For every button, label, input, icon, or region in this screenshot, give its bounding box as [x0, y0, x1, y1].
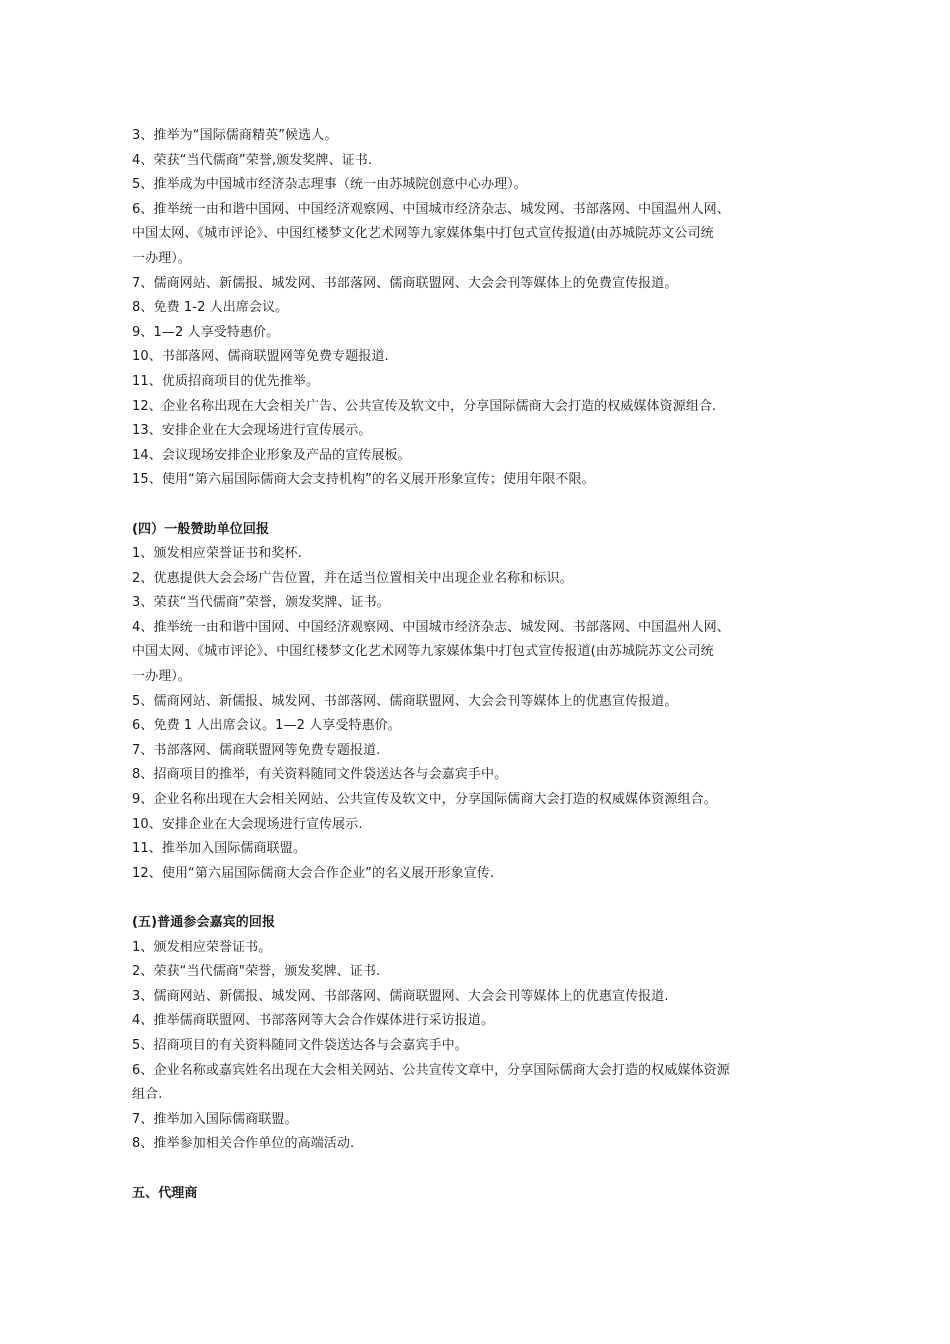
list-item: 9、企业名称出现在大会相关网站、公共宣传及软文中，分享国际儒商大会打造的权威媒体资源组合。 [132, 792, 717, 808]
list-item: 7、书部落网、儒商联盟网等免费专题报道. [132, 742, 381, 758]
list-item: 10、安排企业在大会现场进行宣传展示. [132, 816, 363, 832]
list-item: 6、企业名称或嘉宾姓名出现在大会相关网站、公共宣传文章中，分享国际儒商大会打造的权威媒体资源 [132, 1062, 730, 1078]
section-heading: (四）一般赞助单位回报 [132, 521, 270, 537]
list-item: 4、推举儒商联盟网、书部落网等大会合作媒体进行采访报道。 [132, 1013, 495, 1029]
list-item: 9、1—2 人享受特惠价。 [132, 324, 280, 340]
list-item: 1、颁发相应荣誉证书。 [132, 939, 272, 955]
list-item: 3、儒商网站、新儒报、城发网、书部落网、儒商联盟网、大会会刊等媒体上的优惠宣传报道. [132, 988, 669, 1004]
list-item: 1、颁发相应荣誉证书和奖杯. [132, 546, 302, 562]
list-item: 7、推举加入国际儒商联盟。 [132, 1111, 298, 1127]
list-item: 11、优质招商项目的优先推举。 [132, 373, 320, 389]
list-item: 10、书部落网、儒商联盟网等免费专题报道. [132, 349, 389, 365]
list-item: 15、使用“第六届国际儒商大会支持机构”的名义展开形象宣传；使用年限不限。 [132, 472, 595, 488]
list-item: 12、使用“第六届国际儒商大会合作企业”的名义展开形象宣传. [132, 865, 495, 881]
paragraph-gap [132, 886, 812, 911]
section-heading: (五)普通参会嘉宾的回报 [132, 915, 276, 930]
list-item: 13、安排企业在大会现场进行宣传展示。 [132, 423, 372, 439]
list-item: 5、招商项目的有关资料随同文件袋送达各与会嘉宾手中。 [132, 1037, 468, 1053]
section-b [132, 518, 812, 887]
list-item: 一办理）。 [132, 250, 192, 266]
list-item: 7、儒商网站、新儒报、城发网、书部落网、儒商联盟网、大会会刊等媒体上的免费宣传报道。 [132, 275, 678, 291]
list-item: 3、荣获“当代儒商”荣誉，颁发奖牌、证书。 [132, 595, 390, 611]
list-item: 5、推举成为中国城市经济杂志理事（统一由苏城院创意中心办理）。 [132, 177, 527, 193]
list-item: 一办理）。 [132, 669, 192, 685]
list-item: 中国太网、《城市评论》、中国红楼梦文化艺术网等九家媒体集中打包式宣传报道(由苏城院苏文公司统 [132, 226, 714, 242]
list-item: 8、招商项目的推举，有关资料随同文件袋送达各与会嘉宾手中。 [132, 767, 508, 783]
list-item: 5、儒商网站、新儒报、城发网、书部落网、儒商联盟网、大会会刊等媒体上的优惠宣传报道。 [132, 693, 678, 709]
list-item: 4、推举统一由和谐中国网、中国经济观察网、中国城市经济杂志、城发网、书部落网、中国温州人网、 [132, 619, 730, 635]
list-item: 2、优惠提供大会会场广告位置，并在适当位置相关中出现企业名称和标识。 [132, 570, 573, 586]
section-a [132, 124, 812, 493]
list-item: 4、荣获“当代儒商”荣誉,颁发奖牌、证书. [132, 152, 373, 168]
paragraph-gap [132, 493, 812, 518]
list-item: 中国太网、《城市评论》、中国红楼梦文化艺术网等九家媒体集中打包式宣传报道(由苏城院苏文公司统 [132, 644, 714, 660]
list-item: 3、推举为“国际儒商精英”候选人。 [132, 128, 338, 143]
section-c [132, 911, 812, 1157]
section-d [132, 1182, 812, 1207]
section-heading: 五、代理商 [132, 1185, 198, 1201]
list-item: 8、免费 1-2 人出席会议。 [132, 300, 289, 316]
document-page [132, 124, 812, 1206]
list-item: 6、推举统一由和谐中国网、中国经济观察网、中国城市经济杂志、城发网、书部落网、中国温州人网、 [132, 201, 730, 217]
list-item: 组合. [132, 1087, 163, 1103]
list-item: 2、荣获“当代儒商"荣誉，颁发奖牌、证书. [132, 964, 381, 980]
list-item: 14、会议现场安排企业形象及产品的宣传展板。 [132, 447, 411, 463]
list-item: 6、免费 1 人出席会议。1—2 人享受特惠价。 [132, 718, 401, 734]
list-item: 11、推举加入国际儒商联盟。 [132, 841, 306, 857]
list-item: 12、企业名称出现在大会相关广告、公共宣传及软文中，分享国际儒商大会打造的权威媒体资源组合. [132, 398, 717, 414]
list-item: 8、推举参加相关合作单位的高端活动. [132, 1136, 355, 1152]
paragraph-gap [132, 1157, 812, 1182]
